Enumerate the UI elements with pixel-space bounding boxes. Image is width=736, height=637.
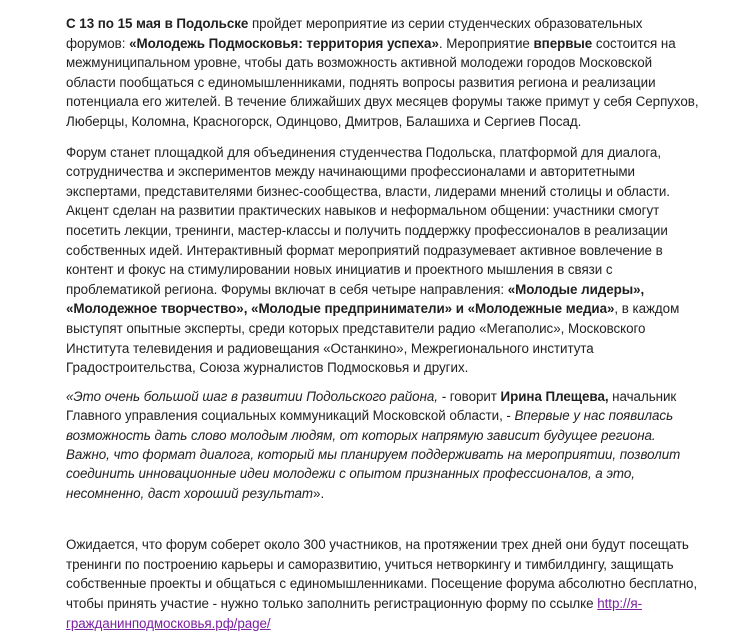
first-time-emphasis: впервые [533,35,593,51]
registration-link[interactable]: http://я-гражданинподмосковья.рф/page/ [66,595,642,631]
quote-body: Впервые у нас появилась возможность дать слово молодым людям, от которых напрямую зависит будущее региона. Важно, что формат диалога, который мы планируем поддерживать на мероприятии, позволит соединить инновационные идеи молодежи с опытом признанных профессионалов, а это, несомненно, даст хороший результат [66,408,681,501]
paragraph-text: Форум станет площадкой для объединения студенчества Подольска, платформой для диалога, сотрудничества и экспериментов между начинающими профессионалами и авторитетными экспертами, представителями бизнес-сообщества, власти, лидерами мнений столицы и области. Акцент сделан на развитии практических навыков и неформальном общении: участники смогут посетить лекции, тренинги, мастер-классы и получить поддержку профессионалов в реализации собственных идей. Интерактивный формат мероприятий подразумевает активное вовлечение в контент и фокус на стимулировании новых инициатив и проектного мышления в связи с проблематикой региона. Форумы включат в себя четыре направления: [66,144,670,297]
paragraph-announcement [66,14,702,132]
quote-attribution-verb: говорит [449,388,501,404]
paragraph-text: пройдет мероприятие из серии студенческих образовательных форумов: [66,16,643,51]
forum-name: «Молодежь Подмосковья: территория успеха» [129,35,439,51]
forum-directions: «Молодые лидеры», «Молодежное творчество», «Молодые предприниматели» и «Молодежные медиа» [66,281,645,317]
paragraph-forum-description [66,143,702,378]
paragraph-text: , в каждом выступят опытные эксперты, среди которых представители радио «Мегаполис», Московского Института телевидения и радиовещания «Останкино», Межрегионального института Градостроительства, Союза журналистов Подмосковья и других. [66,301,680,376]
quote-start: «Это очень большой шаг в развитии Подольского района, - [66,388,450,404]
paragraph-registration [66,535,702,633]
paragraph-text: Ожидается, что форум соберет около 300 участников, на протяжении трех дней они будут посещать тренинги по построению карьеры и саморазвитию, учиться нетворкингу и тимбилдингу, защищать собственные проекты и общаться с единомышленниками. Посещение форума абсолютно бесплатно, чтобы принять участие - нужно только заполнить регистрационную форму по ссылке [66,537,698,611]
paragraph-text: . Мероприятие [438,35,534,51]
speaker-name: Ирина Плещева, [500,388,609,404]
paragraph-text: состоится на межмуниципальном уровне, чтобы дать возможность активной молодежи городов Московской области пообщаться с единомышленниками, поднять вопросы развития региона и реализации потенциала его жителей. В течение ближайших двух месяцев форумы также примут у себя Серпухов, Люберцы, Коломна, Красногорск, Одинцово, Дмитров, Балашиха и Сергиев Посад. [66,35,699,129]
article-body [66,14,702,633]
speaker-position: начальник Главного управления социальных коммуникаций Московской области, - [66,388,677,424]
quote-end: ». [313,485,325,501]
paragraph-quote [66,387,702,503]
event-date-place: С 13 по 15 мая в Подольске [66,16,249,31]
